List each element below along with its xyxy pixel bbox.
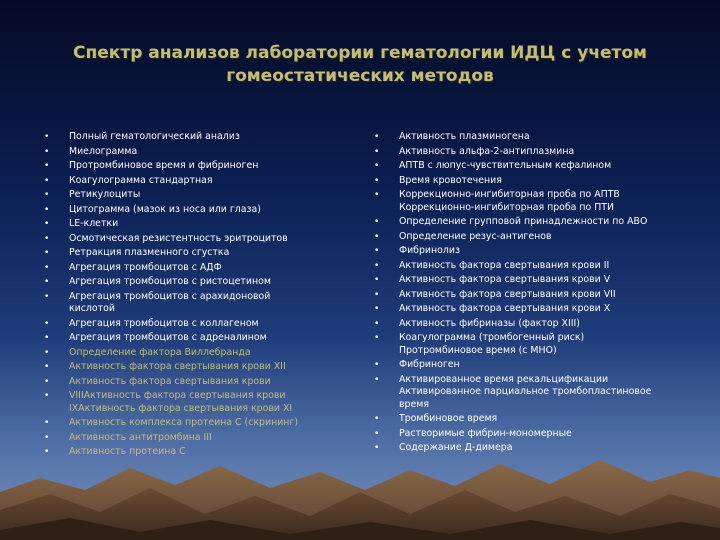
right-analysis-item: • Фибринолиз	[374, 245, 674, 258]
right-analysis-item: • Фибриноген	[374, 359, 674, 372]
right-analysis-item: • Определение групповой принадлежности по АВО	[374, 216, 674, 229]
left-analysis-item: • Агрегация тромбоцитов с адреналином	[44, 332, 344, 345]
right-analysis-item	[374, 374, 674, 412]
left-analysis-item: • Протромбиновое время и фибриноген	[44, 160, 344, 173]
left-analysis-list	[44, 131, 344, 461]
right-analysis-item: • Активность фибриназы (фактор XIII)	[374, 318, 674, 331]
left-analysis-item-line: • VIIIАктивность фактора свертывания крови	[69, 390, 286, 401]
left-analysis-item	[44, 291, 344, 316]
title-line-2: гомеостатических методов	[226, 66, 494, 86]
right-analysis-item	[374, 189, 674, 214]
left-analysis-item: • Полный гематологический анализ	[44, 131, 344, 144]
right-analysis-item-line: • Коагулограмма (тромбогенный риск)	[399, 332, 585, 343]
right-analysis-item-line: Протромбиновое время (с МНО)	[399, 344, 557, 356]
right-analysis-item: • Активность альфа-2-антиплазмина	[374, 146, 674, 159]
right-analysis-item: • Растворимые фибрин-мономерные	[374, 428, 674, 441]
left-analysis-item: • Ретикулоциты	[44, 189, 344, 202]
right-analysis-item: • Время кровотечения	[374, 175, 674, 188]
left-analysis-item-line: • Агрегация тромбоцитов с арахидоновой	[69, 290, 271, 302]
right-analysis-item: • Активность фактора свертывания крови X	[374, 303, 674, 316]
right-analysis-item: • Активность фактора свертывания крови VII	[374, 289, 674, 302]
left-analysis-item: • Активность антитромбина III	[44, 432, 344, 445]
left-analysis-item: • Агрегация тромбоцитов с ристоцетином	[44, 276, 344, 289]
right-analysis-item: • Активность фактора свертывания крови II	[374, 260, 674, 273]
right-analysis-item: • Тромбиновое время	[374, 413, 674, 426]
left-analysis-item: • Миелограмма	[44, 146, 344, 159]
right-analysis-item	[374, 332, 674, 357]
right-analysis-item-line: • Активированное время рекальцификации	[399, 373, 609, 385]
right-analysis-item-line: Активированное парциальное тромбопластиновое время	[399, 386, 652, 410]
left-analysis-item: • Активность фактора свертывания крови	[44, 376, 344, 389]
right-analysis-item: • Определение резус-антигенов	[374, 231, 674, 244]
left-analysis-item: • Ретракция плазменного сгустка	[44, 247, 344, 260]
left-analysis-item: • Активность протеина С	[44, 446, 344, 459]
left-analysis-item: • LE-клетки	[44, 218, 344, 231]
left-analysis-item	[44, 390, 344, 415]
right-analysis-list	[374, 131, 674, 457]
left-analysis-item: • Коагулограмма стандартная	[44, 175, 344, 188]
title-line-1: Спектр анализов лаборатории гематологии ИДЦ с учетом	[73, 43, 647, 63]
right-analysis-item: • Активность плазминогена	[374, 131, 674, 144]
right-analysis-item: • АПТВ с люпус-чувствительным кефалином	[374, 160, 674, 173]
right-analysis-item-line: • Коррекционно-ингибиторная проба по АПТВ	[399, 189, 620, 200]
right-analysis-item: • Содержание Д-димера	[374, 442, 674, 455]
left-analysis-item: • Активность фактора свертывания крови XII	[44, 361, 344, 374]
left-analysis-item: • Определение фактора Виллебранда	[44, 347, 344, 360]
mountain-landscape	[0, 430, 720, 540]
left-analysis-item: • Цитограмма (мазок из носа или глаза)	[44, 204, 344, 217]
right-analysis-item: • Активность фактора свертывания крови V	[374, 274, 674, 287]
right-analysis-item-line: Коррекционно-ингибиторная проба по ПТИ	[399, 201, 615, 213]
left-analysis-item: • Агрегация тромбоцитов с АДФ	[44, 262, 344, 275]
left-analysis-item: • Активность комплекса протеина С (скрининг)	[44, 417, 344, 430]
left-analysis-item-line: кислотой	[69, 303, 115, 314]
left-analysis-item-line: IXАктивность фактора свертывания крови XI	[69, 402, 293, 414]
left-analysis-item: • Агрегация тромбоцитов с коллагеном	[44, 318, 344, 331]
slide-title	[40, 42, 680, 88]
left-analysis-item: • Осмотическая резистентность эритроцитов	[44, 233, 344, 246]
